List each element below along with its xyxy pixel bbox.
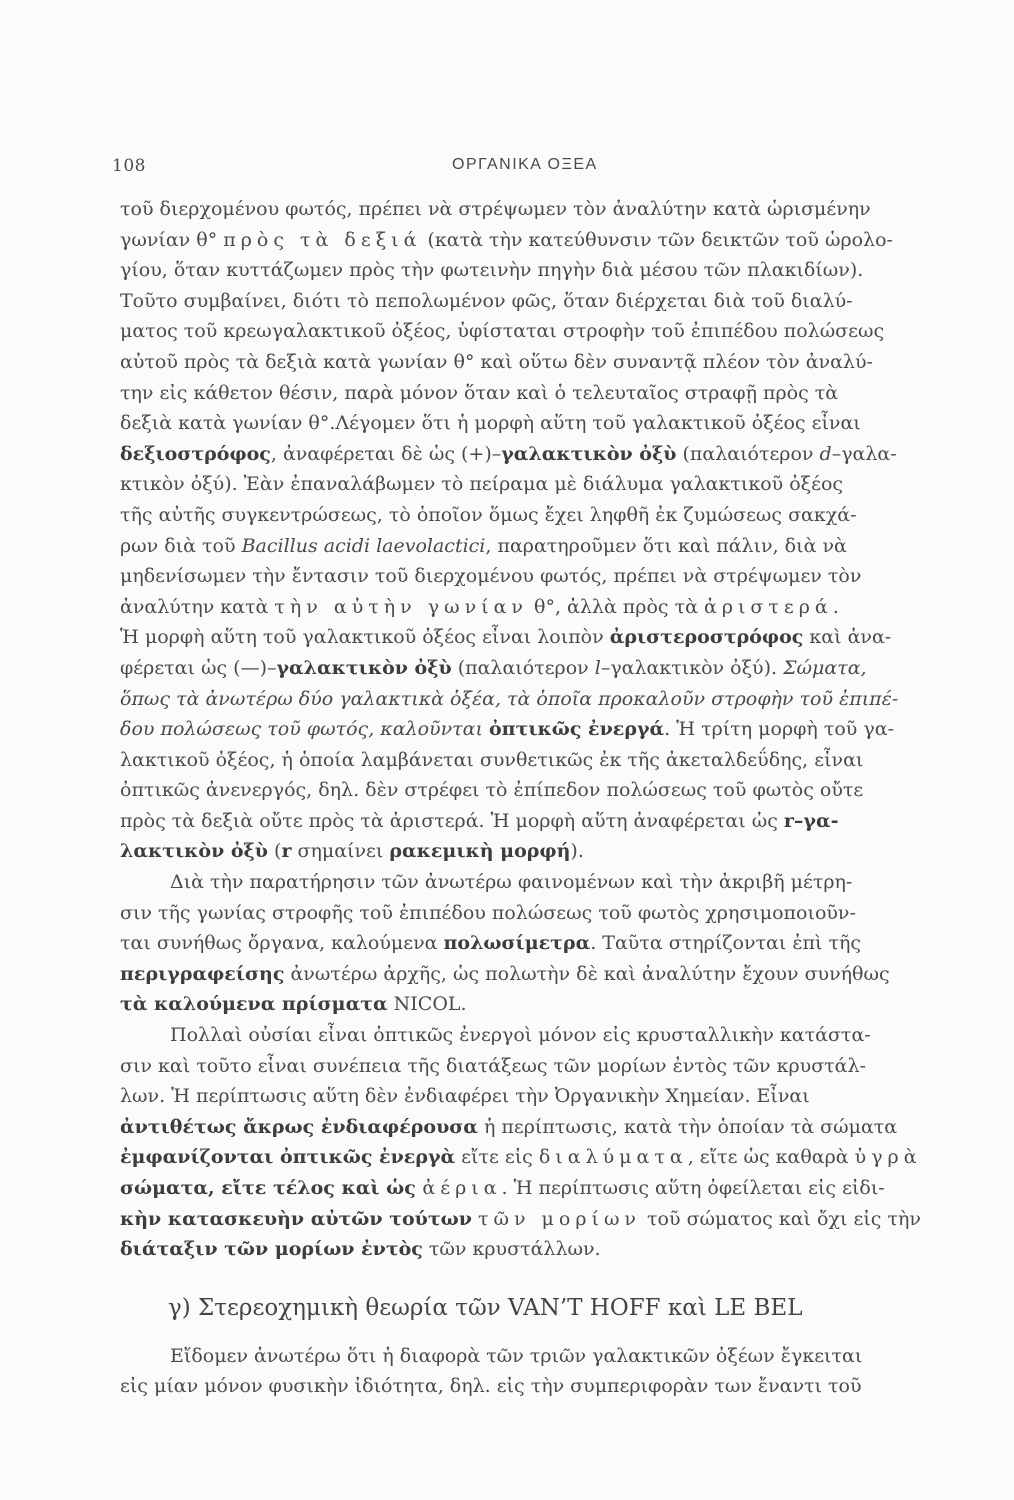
text-line	[120, 959, 908, 990]
section-heading: γ) Στερεοχημικὴ θεωρία τῶν VAN’T HOFF καὶ LE BEL	[168, 1294, 803, 1321]
text-run: την εἰς κάθετον θέσιν, παρὰ μόνον ὅταν καὶ ὁ τελευταῖος στραφῇ πρὸς τὰ	[120, 381, 839, 404]
text-line	[120, 806, 908, 837]
text-run: . Ἡ τρίτη μορφὴ τοῦ γα-	[664, 718, 895, 741]
bold-term: ἐμφανίζονται ὀπτικῶς ἐνεργὰ	[120, 1146, 456, 1169]
text-run: ται συνήθως ὄργανα, καλούμενα	[120, 932, 444, 955]
text-run: τῆς αὐτῆς συγκεντρώσεως, τὸ ὁποῖον ὅμως ἔχει ληφθῆ ἐκ ζυμώσεως σακχά-	[120, 503, 857, 526]
text-run: τοῦ σώματος καὶ ὄχι εἰς τὴν	[640, 1207, 921, 1230]
text-line	[120, 225, 908, 256]
text-line	[120, 684, 908, 715]
italic-text: l	[594, 656, 601, 679]
bold-term: r	[281, 840, 292, 863]
text-run: , ἀναφέρεται δὲ ὡς (+)–	[270, 442, 502, 465]
text-line	[120, 1051, 908, 1082]
text-run: –γαλα-	[831, 442, 897, 465]
text-run: . Ἡ περίπτωσις αὕτη ὀφείλεται εἰς εἰδι-	[501, 1177, 885, 1199]
paragraph-2	[120, 867, 908, 1020]
text-line	[120, 1081, 908, 1112]
text-line	[120, 286, 908, 317]
bold-term: περιγραφείσης	[120, 962, 285, 985]
text-run: πρὸς τὰ δεξιὰ οὔτε πρὸς τὰ ἀριστερά. Ἡ μορφὴ αὕτη ἀναφέρεται ὡς	[120, 809, 784, 832]
bold-term: γαλακτικὸν ὀξὺ	[501, 442, 677, 465]
text-line	[120, 714, 908, 745]
text-run: εἴτε εἰς	[455, 1146, 539, 1169]
text-line	[120, 1371, 908, 1402]
bold-term: διάταξιν τῶν μορίων ἐντὸς	[120, 1238, 423, 1261]
text-run: σιν καὶ τοῦτο εἶναι συνέπεια τῆς διατάξεως τῶν μορίων ἐντὸς τῶν κρυστάλ-	[120, 1054, 866, 1077]
text-run: .	[832, 595, 839, 618]
text-run: (κατὰ τὴν κατεύθυνσιν τῶν δεικτῶν τοῦ ὡρολο-	[421, 228, 893, 251]
text-run: (παλαιότερον	[676, 442, 820, 465]
text-run: σημαίνει	[291, 840, 390, 863]
text-run: κτικὸν ὀξύ). Ἐὰν ἐπαναλάβωμεν τὸ πείραμα μὲ διάλυμα γαλακτικοῦ ὀξέος	[120, 473, 844, 496]
paragraph-4	[120, 1341, 908, 1402]
text-line	[120, 439, 908, 470]
text-run: ἡ περίπτωσις, κατὰ τὴν ὁποίαν τὰ σώματα	[477, 1115, 898, 1138]
spaced-text: διαλύματα	[538, 1146, 688, 1169]
text-line	[120, 653, 908, 684]
page-header	[112, 156, 912, 182]
bold-term: σώματα, εἴτε τέλος καὶ ὡς	[120, 1177, 423, 1199]
text-run: , παρατηροῦμεν ὅτι καὶ πάλιν, διὰ νὰ	[485, 534, 847, 557]
text-line	[120, 347, 908, 378]
bold-term: r–γα-	[783, 809, 839, 832]
text-run: εἰς μίαν μόνον φυσικὴν ἰδιότητα, δηλ. εἰς τὴν συμπεριφορὰν των ἔναντι τοῦ	[120, 1375, 862, 1398]
text-run: λακτικοῦ ὀξέος, ἡ ὁποία λαμβάνεται συνθετικῶς ἐκ τῆς ἀκεταλδεΰδης, εἶναι	[120, 748, 864, 771]
text-run: αὐτοῦ πρὸς τὰ δεξιὰ κατὰ γωνίαν θ° καὶ οὕτω δὲν συναντᾷ πλέον τὸν ἀναλύ-	[120, 350, 873, 373]
text-line	[120, 622, 908, 653]
italic-text: Σώματα,	[783, 656, 867, 679]
text-run: λων. Ἡ περίπτωσις αὕτη δὲν ἐνδιαφέρει τὴν Ὀργανικὴν Χημείαν. Εἶναι	[120, 1085, 810, 1108]
text-line	[120, 469, 908, 500]
bold-term: πολωσίμετρα	[443, 932, 591, 955]
text-line	[120, 928, 908, 959]
text-line	[120, 255, 908, 286]
text-run: ὀπτικῶς ἀνενεργός, δηλ. δὲν στρέφει τὸ ἐπίπεδον πολώσεως τοῦ φωτὸς οὔτε	[120, 779, 864, 802]
text-run: . Ταῦτα στηρίζονται ἐπὶ τῆς	[590, 932, 862, 955]
paragraph-3	[120, 1020, 922, 1265]
text-run: Ἡ μορφὴ αὕτη τοῦ γαλακτικοῦ ὀξέος εἶναι λοιπὸν	[120, 626, 610, 649]
spaced-text: ἀέρια	[422, 1177, 502, 1199]
text-line	[120, 1204, 921, 1235]
spaced-text: τῶν μορίων	[477, 1207, 641, 1230]
text-line	[120, 745, 908, 776]
text-line	[120, 408, 908, 439]
bold-term: τὰ καλούμενα πρίσματα	[120, 993, 388, 1016]
paragraph-1	[120, 194, 908, 867]
text-line	[120, 1112, 908, 1143]
text-line	[120, 898, 908, 929]
italic-text: d	[819, 442, 832, 465]
text-run: –γαλακτικὸν ὀξύ).	[600, 656, 784, 679]
text-line	[120, 194, 908, 225]
text-run: θ°, ἀλλὰ πρὸς τὰ	[527, 595, 704, 618]
text-line	[120, 1173, 908, 1204]
text-run: τοῦ διερχομένου φωτός, πρέπει νὰ στρέψωμεν τὸν ἀναλύτην κατὰ ὡρισμένην	[120, 198, 871, 220]
text-run: ματος τοῦ κρεωγαλακτικοῦ ὀξέος, ὑφίσταται στροφὴν τοῦ ἐπιπέδου πολώσεως	[120, 320, 885, 343]
text-run: , εἴτε ὡς καθαρὰ	[687, 1146, 855, 1169]
text-run: NICOL.	[387, 993, 467, 1016]
bold-term: λακτικὸν ὀξὺ	[120, 840, 268, 863]
text-run: ).	[570, 840, 584, 863]
text-line	[120, 531, 908, 562]
text-run: μηδενίσωμεν τὴν ἔντασιν τοῦ διερχομένου φωτός, πρέπει νὰ στρέψωμεν τὸν	[120, 565, 862, 588]
text-line	[120, 867, 908, 898]
text-line	[120, 775, 908, 806]
text-run: (	[267, 840, 282, 863]
text-line	[120, 500, 908, 531]
text-run: γίου, ὅταν κυττάζωμεν πρὸς τὴν φωτεινὴν πηγὴν διὰ μέσου τῶν πλακιδίων).	[120, 259, 864, 282]
italic-text: ὅπως τὰ ἀνωτέρω δύο γαλακτικὰ ὀξέα, τὰ ὁποῖα προκαλοῦν στροφὴν τοῦ ἐπιπέ-	[120, 687, 899, 710]
bold-term: γαλακτικὸν ὀξὺ	[276, 656, 452, 679]
text-run: ἀναλύτην κατὰ	[120, 595, 275, 618]
text-run: ρων διὰ τοῦ	[120, 534, 242, 557]
text-line	[120, 316, 908, 347]
bold-term: ὀπτικῶς ἐνεργά	[488, 718, 665, 741]
spaced-text: ὑγρὰ	[854, 1146, 922, 1169]
text-run: δεξιὰ κατὰ γωνίαν θ°.Λέγομεν ὅτι ἡ μορφὴ αὕτη τοῦ γαλακτικοῦ ὀξέος εἶναι	[120, 412, 861, 435]
bold-term: δεξιοστρόφος	[120, 442, 271, 465]
running-title: ΟΡΓΑΝΙΚΑ ΟΞΕΑ	[452, 156, 598, 173]
spaced-text: τὴν αὐτὴν γωνίαν	[274, 595, 528, 618]
text-run: Διὰ τὴν παρατήρησιν τῶν ἀνωτέρω φαινομένων καὶ τὴν ἀκριβῆ μέτρη-	[170, 871, 853, 894]
page-number: 108	[112, 156, 146, 176]
text-run: (παλαιότερον	[451, 656, 595, 679]
text-line	[120, 989, 908, 1020]
italic-text: Bacillus acidi laevolactici	[241, 534, 486, 557]
bold-term: κὴν κατασκευὴν αὐτῶν τούτων	[120, 1207, 472, 1230]
text-line	[120, 1020, 908, 1051]
text-run: Πολλαὶ οὐσίαι εἶναι ὀπτικῶς ἐνεργοὶ μόνον εἰς κρυσταλλικὴν κατάστα-	[170, 1024, 871, 1047]
text-line	[120, 592, 908, 623]
text-run: καὶ ἀνα-	[803, 626, 892, 649]
spaced-text: πρὸς τὰ δεξιά	[223, 228, 422, 251]
bold-term: ἀντιθέτως ἄκρως ἐνδιαφέρουσα	[120, 1115, 478, 1138]
italic-text: δου πολώσεως τοῦ φωτός, καλοῦνται	[120, 718, 489, 741]
text-run: Τοῦτο συμβαίνει, διότι τὸ πεπολωμένον φῶς, ὅταν διέρχεται διὰ τοῦ διαλύ-	[120, 289, 853, 312]
text-line	[120, 378, 908, 409]
text-run: ἀνωτέρω ἀρχῆς, ὡς πολωτὴν δὲ καὶ ἀναλύτην ἔχουν συνήθως	[284, 962, 890, 985]
spaced-text: ἀριστερά	[703, 595, 833, 618]
page-body	[120, 194, 922, 1402]
text-run: τῶν κρυστάλλων.	[422, 1238, 601, 1261]
text-line	[120, 561, 908, 592]
text-line	[120, 1234, 908, 1265]
text-run: φέρεται ὡς (—)–	[120, 656, 277, 679]
text-line	[120, 1142, 922, 1173]
text-run: σιν τῆς γωνίας στροφῆς τοῦ ἐπιπέδου πολώσεως τοῦ φωτὸς χρησιμοποιοῦν-	[120, 901, 856, 924]
text-line	[120, 836, 908, 867]
text-run: γωνίαν θ°	[120, 228, 224, 251]
text-run: Εἴδομεν ἀνωτέρω ὅτι ἡ διαφορὰ τῶν τριῶν γαλακτικῶν ὀξέων ἔγκειται	[170, 1344, 863, 1367]
bold-term: ἀριστεροστρόφος	[609, 626, 804, 649]
text-line	[120, 1341, 908, 1372]
bold-term: ρακεμικὴ μορφή	[389, 840, 571, 863]
